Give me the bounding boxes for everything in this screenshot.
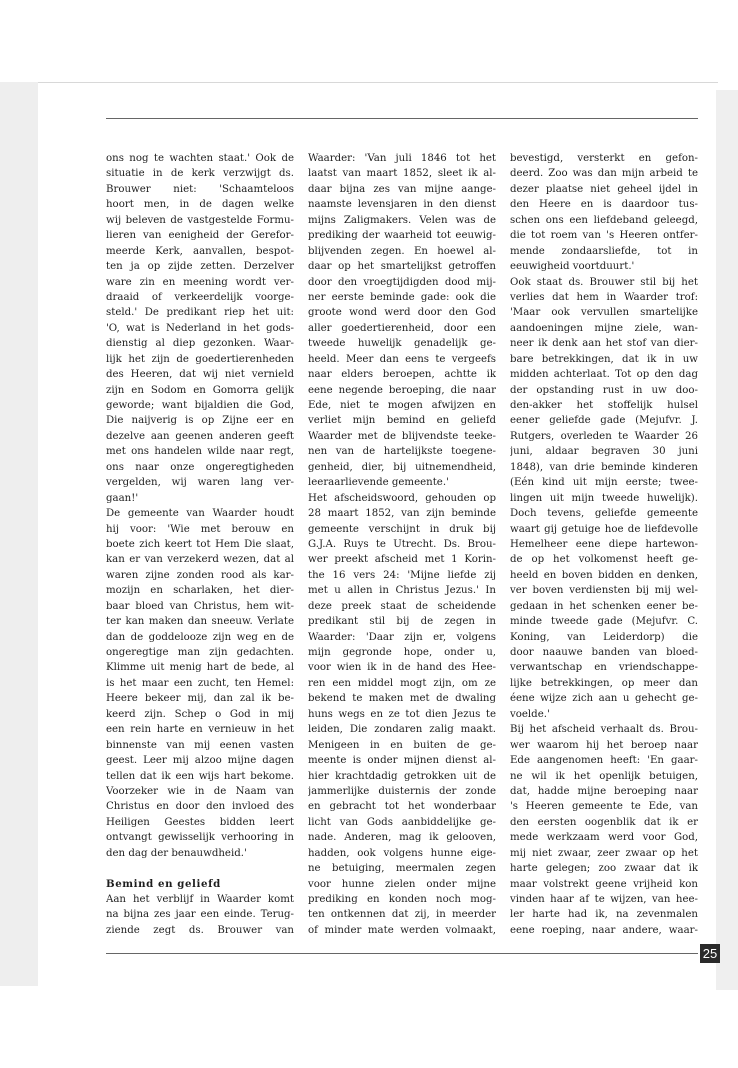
text-line: eener geliefde gade (Mejufvr. J. [510,415,698,427]
text-line: nen van de hartelijkste toegene- [308,446,496,458]
text-line: bare betrekkingen, dat ik in uw [510,353,698,365]
text-line: ziende zegt ds. Brouwer van [106,924,294,936]
text-line: Christus en door den invloed des [106,801,294,813]
text-line: prediking der waarheid tot eeuwig- [308,230,496,242]
section-heading: Bemind en geliefd [106,877,221,890]
text-line: the 16 vers 24: 'Mijne liefde zij [308,569,496,581]
page-number: 25 [700,944,720,963]
text-line: voor hunne zielen onder mijne [308,878,496,890]
text-line: vergelden, wij waren lang ver- [106,477,294,489]
text-line: naamste levensjaren in den dienst [308,199,496,211]
scan-edge-line [38,82,718,83]
text-line: midden achterlaat. Tot op den dag [510,369,698,381]
text-line: ne wil ik het openlijk betuigen, [510,770,698,782]
text-line: lieren van eenigheid der Gerefor- [106,230,294,242]
text-line: dat, hadde mijne beroeping naar [510,785,698,797]
text-line: prediking en konden noch mog- [308,894,496,905]
text-line: ten ontkennen dat zij, in meerder [308,909,496,921]
text-line: Die naijverig is op Zijne eer en [106,415,294,427]
text-line: hier krachtdadig getrokken uit de [308,770,496,782]
text-line: mende zondaarsliefde, tot in [510,245,698,257]
text-line: voelde.' [510,708,550,720]
text-line: maar volstrekt geene vrijheid kon [510,878,698,890]
text-line: ten ja op zijde zetten. Derzelver [106,261,294,273]
text-line: door naauwe banden van bloed- [510,647,698,658]
text-line: mozijn en scharlaken, het dier- [106,585,294,597]
header-rule [106,118,698,119]
text-line: meerde Kerk, aanvallen, bespot- [106,245,294,257]
text-line: daar bijna zes van mijne aange- [308,183,496,195]
text-line [106,861,294,876]
text-line: keerd zijn. Schep o God in mij [106,708,294,720]
text-line: ongeregtige man zijn gedachten. [106,647,294,658]
text-line: G.J.A. Ruys te Utrecht. Ds. Brou- [308,538,496,550]
text-line: ware zin en meening wordt ver- [106,276,294,288]
text-line: verlies dat hem in Waarder trof: [510,291,698,303]
text-line: Klimme uit menig hart de bede, al [106,662,294,674]
text-line: met ons handelen wilde naar regt, [106,446,294,458]
text-line: Menigeen in en buiten de ge- [308,739,496,751]
text-line: zijn en Sodom en Gomorra gelijk [106,384,294,396]
text-line: hadden, ook volgens hunne eige- [308,847,496,859]
text-line: waren zijne zonden rood als kar- [106,569,294,581]
text-line: laatst van maart 1852, sleet ik al- [308,168,496,180]
text-line: neer ik denk aan het stof van dier- [510,338,698,350]
text-line: predikant stil bij de zegen in [308,616,496,628]
text-line: wer preekt afscheid met 1 Korin- [308,554,496,566]
text-line: Ook staat ds. Brouwer stil bij het [510,276,698,288]
text-line: harte gelegen; zoo zwaar dat ik [510,863,698,875]
text-line: de op het volkomenst heeft ge- [510,554,698,566]
text-line: eeuwigheid voortduurt.' [510,261,635,273]
text-line: Doch tevens, geliefde gemeente [510,508,698,520]
text-line: geworde; want bijaldien die God, [106,400,294,411]
text-line: den eersten oogenblik dat ik er [510,816,698,828]
text-line: eene negende beroeping, die naar [308,384,496,396]
text-line: ne betuiging, meermalen zegen [308,863,496,875]
text-line: door den vroegtijdigden dood mij- [308,276,496,288]
text-line: dienstig al diep gezonken. Waar- [106,338,294,350]
text-line: 28 maart 1852, van zijn beminde [308,508,496,520]
text-line: licht van Gods aanbiddelijke ge- [308,816,496,828]
text-line: lijk het zijn de goedertierenheden [106,353,294,365]
text-line: Waarder: 'Van juli 1846 tot het [308,153,496,164]
text-line: binnenste van mij eenen vasten [106,739,294,751]
text-line: een rein harte en vernieuw in het [106,724,294,736]
text-line: minde tweede gade (Mejufvr. C. [510,616,698,628]
text-line: mijns Zaligmakers. Velen was de [308,214,496,226]
text-line: tellen dat ik een wijs hart bekome. [106,770,294,782]
text-line: ons nog te wachten staat.' Ook de [106,153,294,164]
text-line: jammerlijke duisternis der zonde [308,785,496,797]
text-line: waart gij getuige hoe de liefdevolle [510,523,698,535]
text-line: vinden haar af te wijzen, van hee- [510,894,698,905]
text-line: naar elders beroepen, achtte ik [308,369,496,381]
text-line: aller goedertierenheid, door een [308,322,496,334]
text-line: Voorzeker wie in de Naam van [106,785,294,797]
text-line: situatie in de kerk verzwijgt ds. [106,168,294,180]
text-line: gemeente verschijnt in druk bij [308,523,496,535]
text-line: huns wegs en ze tot dien Jezus te [308,708,496,720]
text-line: leiden, Die zondaren zalig maakt. [308,724,496,736]
text-line: Waarder met de blijvendste teeke- [308,430,496,442]
text-line: dan de goddelooze zijn weg en de [106,631,294,643]
text-line: nade. Anderen, mag ik gelooven, [308,832,496,844]
text-line: ter kan maken dan sneeuw. Verlate [106,616,294,628]
text-line: 1848), van drie beminde kinderen [510,461,698,473]
text-line: Brouwer niet: 'Schaamteloos [106,183,294,195]
text-line: verliet mijn bemind en geliefd [308,415,496,427]
text-line: steld.' De predikant riep het uit: [106,307,294,319]
text-line: mij niet zwaar, zeer zwaar op het [510,847,698,859]
text-line: lijke betrekkingen, op meer dan [510,677,698,689]
text-line: leeraarlievende gemeente.' [308,477,449,489]
scan-gutter-right [716,90,738,990]
text-line: draaid of verkeerdelijk voorge- [106,291,294,303]
text-line: voor wien ik in de hand des Hee- [308,662,496,674]
text-line: tweede huwelijk genadelijk ge- [308,338,496,350]
text-line: gedaan in het schenken eener be- [510,600,698,612]
text-line: eene roeping, naar andere, waar- [510,924,698,936]
text-line: baar bloed van Christus, hem wit- [106,600,294,612]
text-column-2 [308,151,496,938]
text-line: deze preek staat de scheidende [308,600,496,612]
text-line: bekend te maken met de dwaling [308,693,496,705]
text-line: wer waarom hij het beroep naar [510,739,698,751]
text-line: Heere bekeer mij, dan zal ik be- [106,693,294,705]
scan-gutter-left [0,82,38,986]
text-line: blijvenden zegen. En hoewel al- [308,245,496,257]
text-line: Hemelheer eene diepe hartewon- [510,538,698,550]
text-line: Heiligen Geestes bidden leert [106,816,294,828]
text-line: boete zich keert tot Hem Die slaat, [106,538,294,550]
text-line: deerd. Zoo was dan mijn arbeid te [510,168,698,180]
text-column-1 [106,151,294,938]
text-line: wij beleven de vastgestelde Formu- [106,214,294,226]
text-line: den dag der benauwdheid.' [106,847,247,859]
text-line: 'Maar ook vervullen smartelijke [510,307,698,319]
text-line: den-akker het stoffelijk hulsel [510,400,698,411]
text-line: Ede aangenomen heeft: 'En gaar- [510,755,698,767]
text-line: mede werkzaam werd voor God, [510,832,698,844]
text-line: Ede, niet te mogen afwijzen en [308,400,496,411]
text-line: heeld en boven bidden en denken, [510,569,698,581]
text-line: der opstanding rust in uw doo- [510,384,698,396]
text-line: hij voor: 'Wie met berouw en [106,523,294,535]
text-line: 's Heeren gemeente te Ede, van [510,801,698,813]
text-line: met u allen in Christus Jezus.' In [308,585,496,597]
text-line: schen ons een liefdeband geleegd, [510,214,698,226]
text-line: Koning, van Leiderdorp) die [510,631,698,643]
text-line: (Eén kind uit mijn eerste; twee- [510,477,698,489]
text-column-3 [510,151,698,938]
text-line: 'O, wat is Nederland in het gods- [106,322,294,334]
text-line: lingen uit mijn tweede huwelijk). [510,492,698,504]
text-line: ler harte had ik, na zevenmalen [510,909,698,921]
text-line: meente is onder mijnen dienst al- [308,755,496,767]
text-line: kan er van verzekerd wezen, dat al [106,554,294,566]
text-line: geest. Leer mij alzoo mijne dagen [106,755,294,767]
text-line: bevestigd, versterkt en gefon- [510,153,698,164]
text-line: ons naar onze ongeregtigheden [106,461,294,473]
text-line: genheid, dier, bij uitnemendheid, [308,461,496,473]
text-line: ren een middel mogt zijn, om ze [308,677,496,689]
text-line: ver boven verdiensten bij mij wel- [510,585,698,597]
text-line: verwantschap en vriendschappe- [510,662,698,674]
text-line: dezelve aan geenen anderen geeft [106,430,294,442]
text-line: hoort men, in de dagen welke [106,199,294,211]
text-line: juni, aldaar begraven 30 juni [510,446,698,458]
text-line: De gemeente van Waarder houdt [106,508,294,520]
text-line: dezer plaatse niet geheel ijdel in [510,183,698,195]
text-line: ner eerste beminde gade: ook die [308,291,496,303]
text-line: Waarder: 'Daar zijn er, volgens [308,631,496,643]
text-line: die tot roem van 's Heeren ontfer- [510,230,698,242]
text-line: daar op het smartelijkst getroffen [308,261,496,273]
text-line: den Heere en is daardoor tus- [510,199,698,211]
text-line: éene wijze zich aan u gehecht ge- [510,693,698,705]
footer-rule [106,953,698,954]
text-line: is het maar een zucht, ten Hemel: [106,677,294,689]
text-line: des Heeren, dat wij niet vernield [106,369,294,381]
text-line: Bij het afscheid verhaalt ds. Brou- [510,724,698,736]
text-line: of minder mate werden volmaakt, [308,924,496,936]
text-line: aandoeningen mijne ziele, wan- [510,322,698,334]
text-line: Rutgers, overleden te Waarder 26 [510,430,698,442]
text-line: gaan!' [106,492,139,504]
text-line: Het afscheidswoord, gehouden op [308,492,496,504]
text-line: ontvangt gewisselijk verhooring in [106,832,294,844]
text-line: en gebracht tot het wonderbaar [308,801,496,813]
text-line: Aan het verblijf in Waarder komt [106,894,294,905]
text-line: mijn gegronde hope, onder u, [308,647,496,658]
text-line: groote wond werd door den God [308,307,496,319]
text-line: heeld. Meer dan eens te vergeefs [308,353,496,365]
text-line: na bijna zes jaar een einde. Terug- [106,909,294,921]
